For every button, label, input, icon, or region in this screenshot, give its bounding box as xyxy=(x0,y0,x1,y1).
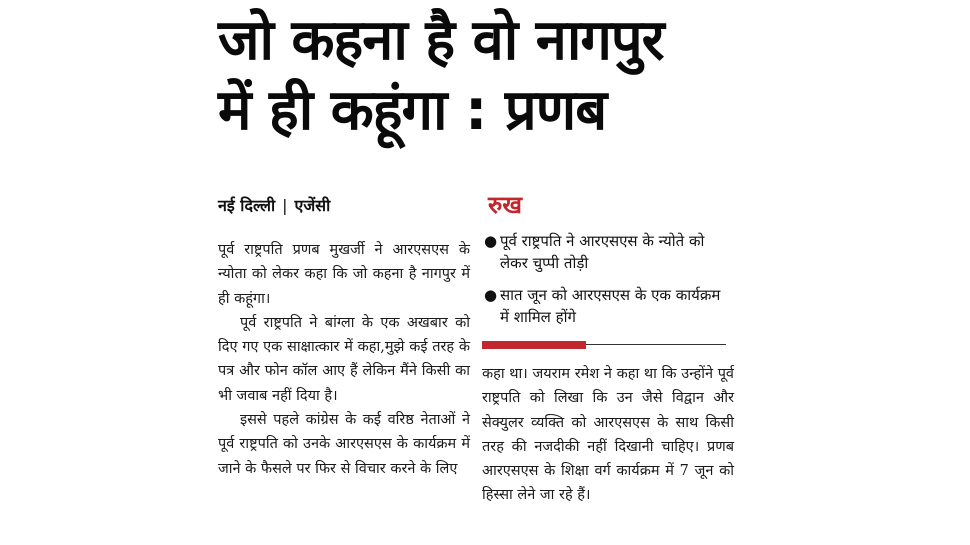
dateline xyxy=(218,194,448,216)
headline-line-1: जो कहना है वो नागपुर xyxy=(218,8,664,73)
headline-line-2: में ही कहूंगा : प्रणब xyxy=(218,78,607,143)
sidebar-bullet-item xyxy=(482,230,734,274)
bullet-icon: ● xyxy=(484,286,498,304)
article-paragraph: पूर्व राष्ट्रपति प्रणब मुखर्जी ने आरएसएस के न्योता को लेकर कहा कि जो कहना है नागपुर में ही कहूंगा। xyxy=(218,242,470,307)
dateline-source: एजेंसी xyxy=(294,196,331,215)
article-paragraph: इससे पहले कांग्रेस के कई वरिष्ठ नेताओं ने पूर्व राष्ट्रपति को उनके आरएसएस के कार्यक्रम में जाने के फैसले पर फिर से विचार करने के लिए xyxy=(218,412,470,477)
dateline-separator: | xyxy=(282,196,288,215)
sidebar-box xyxy=(482,190,734,352)
divider-line xyxy=(586,344,726,345)
divider-accent-bar xyxy=(482,341,586,349)
news-clipping xyxy=(210,0,740,545)
dateline-place: नई दिल्ली xyxy=(218,196,276,215)
sidebar-divider xyxy=(482,338,734,352)
bullet-icon: ● xyxy=(484,232,498,250)
article-continuation: कहा था। जयराम रमेश ने कहा था कि उन्होंने पूर्व राष्ट्रपति को लिखा कि उन जैसे विद्वान और सेक्युलर व्यक्ति को आरएसएस के साथ किसी तरह की नजदीकी नहीं दिखानी चाहिए। प्रणब आरएसएस के शिक्षा वर्ग कार्यक्रम में 7 जून को हिस्सा लेने जा रहे हैं। xyxy=(482,366,734,504)
headline xyxy=(218,6,738,146)
sidebar-title: रुख xyxy=(488,191,522,219)
article-column-right xyxy=(482,190,734,508)
article-paragraph: पूर्व राष्ट्रपति ने बांग्ला के एक अखबार को दिए गए एक साक्षात्कार में कहा,मुझे कई तरह के पत्र और फोन कॉल आए हैं लेकिन मैंने किसी का भी जवाब नहीं दिया है। xyxy=(218,314,470,404)
sidebar-bullet-text: पूर्व राष्ट्रपति ने आरएसएस के न्योते को लेकर चुप्पी तोड़ी xyxy=(500,232,705,272)
sidebar-bullet-item xyxy=(482,284,734,328)
sidebar-bullet-text: सात जून को आरएसएस के एक कार्यक्रम में शामिल होंगे xyxy=(500,286,721,326)
article-column-left xyxy=(218,238,470,481)
